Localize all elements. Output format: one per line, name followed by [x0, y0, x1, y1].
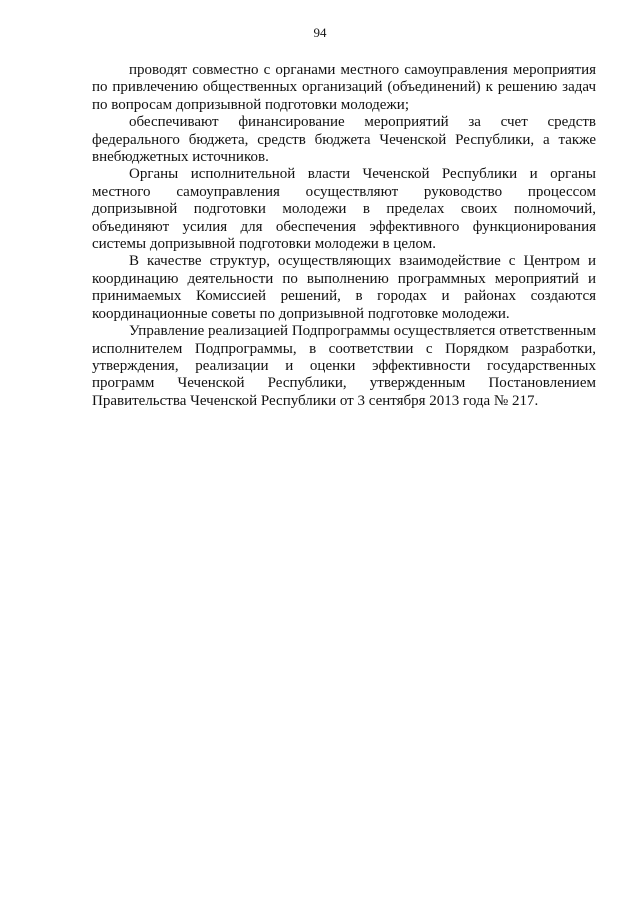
paragraph-3: Органы исполнительной власти Чеченской Республики и органы местного самоуправления осуществляют руководство процессом допризывной подготовки молодежи в пределах своих полномочий, объединяют усилия для обеспечения эффективного функционирования системы допризывной подготовки молодежи в целом. — [92, 166, 596, 253]
paragraph-1: проводят совместно с органами местного самоуправления мероприятия по привлечению общественных организаций (объединений) к решению задач по вопросам допризывной подготовки молодежи; — [92, 62, 596, 113]
paragraph-5: Управление реализацией Подпрограммы осуществляется ответственным исполнителем Подпрограммы, в соответствии с Порядком разработки, утверждения, реализации и оценки эффективности государственных программ Чеченской Республики, утвержденным Постановлением Правительства Чеченской Республики от 3 сентября 2013 года № 217. — [92, 323, 596, 409]
paragraph-4: В качестве структур, осуществляющих взаимодействие с Центром и координацию деятельности по выполнению программных мероприятий и принимаемых Комиссией решений, в городах и районах создаются координационные советы по допризывной подготовке молодежи. — [92, 253, 596, 322]
body-text — [92, 62, 596, 410]
paragraph-2: обеспечивают финансирование мероприятий за счет средств федерального бюджета, средств бюджета Чеченской Республики, а также внебюджетных источников. — [92, 114, 596, 166]
page-number: 94 — [313, 25, 327, 40]
